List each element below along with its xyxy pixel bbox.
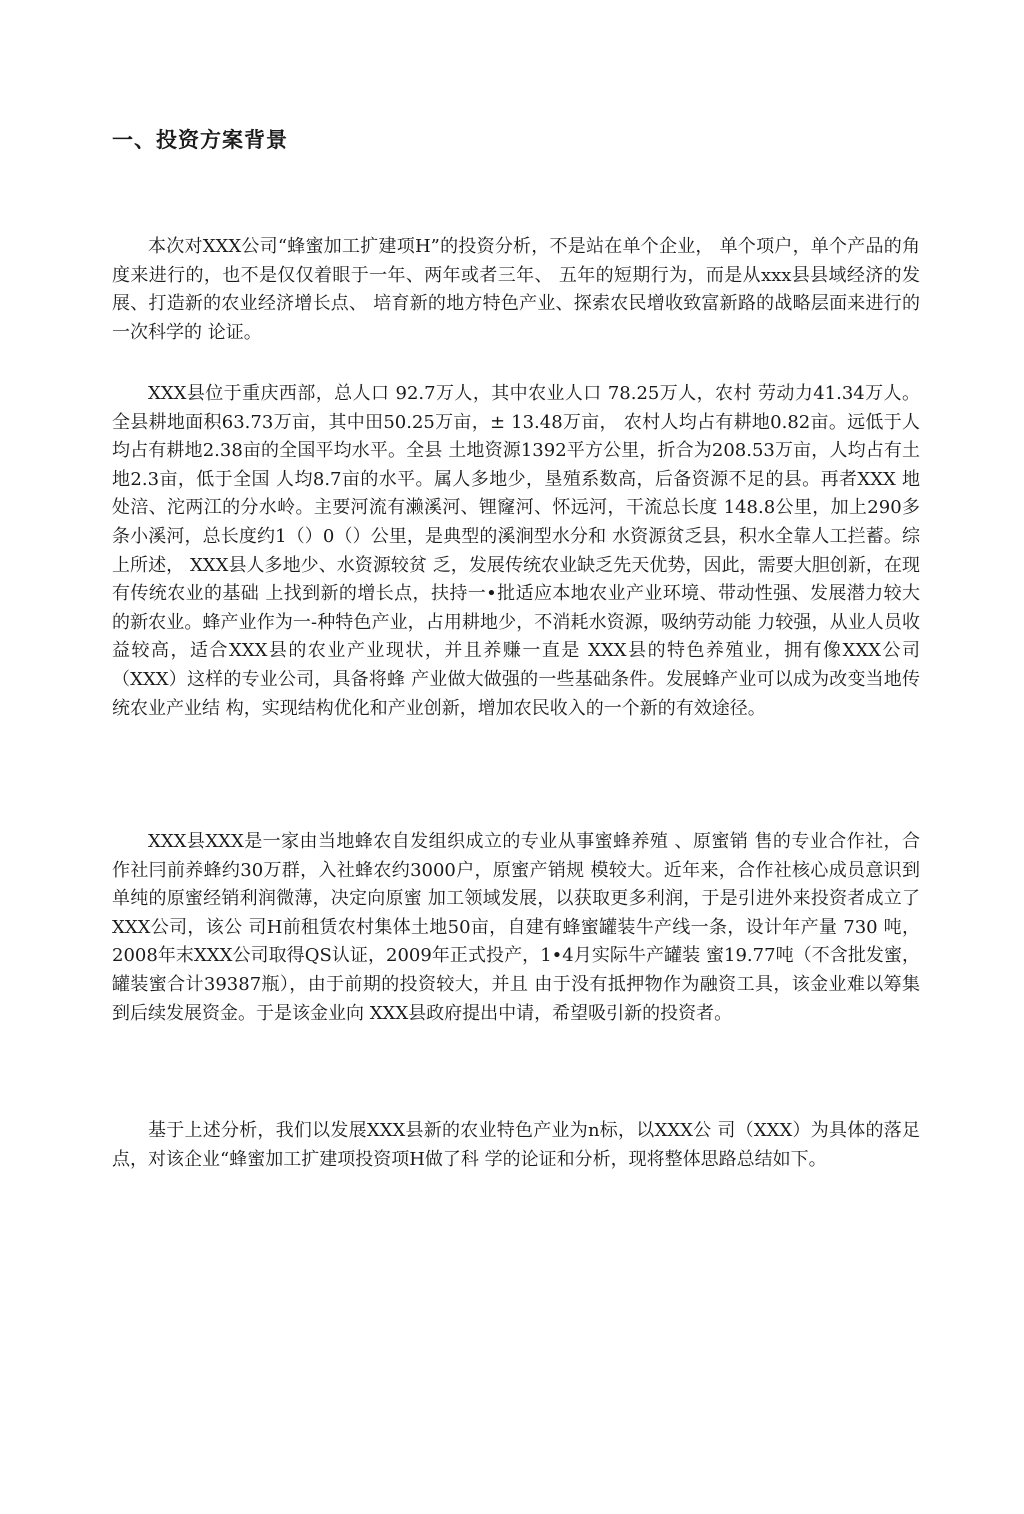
paragraph-4: 基于上述分析，我们以发展XXX县新的农业特色产业为n标，以XXX公 司（XXX）为具体的落足点，对该企业“蜂蜜加工扩建项投资项H做了科 学的论证和分析，现将整体思路总结如下。: [112, 1120, 920, 1170]
section-heading: 一、投资方案背景: [112, 128, 288, 152]
paragraph-2: XXX县位于重庆西部，总人口 92.7万人，其中农业人口 78.25万人，农村 劳动力41.34万人。全县耕地面积63.73万亩，其中田50.25万亩，± 13.48万亩， 农村人均占有耕地0.82亩。远低于人均占有耕地2.38亩的全国平均水平。全县 土地资源1392平方公里，折合为208.53万亩，人均占有土地2.3亩，低于全国 人均8.7亩的水平。属人多地少，垦殖系数高，后备资源不足的县。再者XXX 地处涪、沱两江的分水岭。主要河流有濑溪河、锂窿河、怀远河，干流总长度 148.8公里，加上290多条小溪河，总长度约1（）0（）公里，是典型的溪涧型水分和 水资源贫乏县，积水全靠人工拦蓄。综上所述， XXX县人多地少、水资源较贫 乏，发展传统农业缺乏先天优势，因此，需要大胆创新，在现有传统农业的基础 上找到新的增长点，扶持一•批适应本地农业产业环境、带动性强、发展潜力较大 的新农业。蜂产业作为一-种特色产业，占用耕地少，不消耗水资源，吸纳劳动能 力较强，从业人员收益较高，适合XXX县的农业产业现状，并且养赚一直是 XXX县的特色养殖业，拥有像XXX公司（XXX）这样的专业公司，具备将蜂 产业做大做强的一些基础条件。发展蜂产业可以成为改变当地传统农业产业结 构，实现结构优化和产业创新，增加农民收入的一个新的有效途径。: [112, 383, 920, 719]
paragraph-1: 本次对XXX公司“蜂蜜加工扩建项H”的投资分析，不是站在单个企业， 单个项户，单个产品的角度来进行的，也不是仅仅着眼于一年、两年或者三年、 五年的短期行为，而是从xxx县县域经济的发展、打造新的农业经济增长点、 培育新的地方特色产业、探索农民增收致富新路的战略层面来进行的一次科学的 论证。: [112, 236, 920, 343]
paragraph-3: XXX县XXX是一家由当地蜂农自发组织成立的专业从事蜜蜂养殖 、原蜜销 售的专业合作社，合作社冃前养蜂约30万群，入社蜂农约3000户，原蜜产销规 模较大。近年来，合作社核心成员意识到单纯的原蜜经销利润微薄，决定向原蜜 加工领域发展，以获取更多利润，于是引进外来投资者成立了 XXX公司，该公 司H前租赁农村集体土地50亩，自建有蜂蜜罐装牛产线一条，设计年产量 730 吨，2008年末XXX公司取得QS认证，2009年正式投产，1•4月实际牛产罐装 蜜19.77吨（不含批发蜜，罐装蜜合计39387瓶），由于前期的投资较大，并且 由于没有抵押物作为融资工具，该金业难以筹集到后续发展资金。于是该金业向 XXX县政府提出中请，希望吸引新的投资者。: [112, 831, 920, 1024]
